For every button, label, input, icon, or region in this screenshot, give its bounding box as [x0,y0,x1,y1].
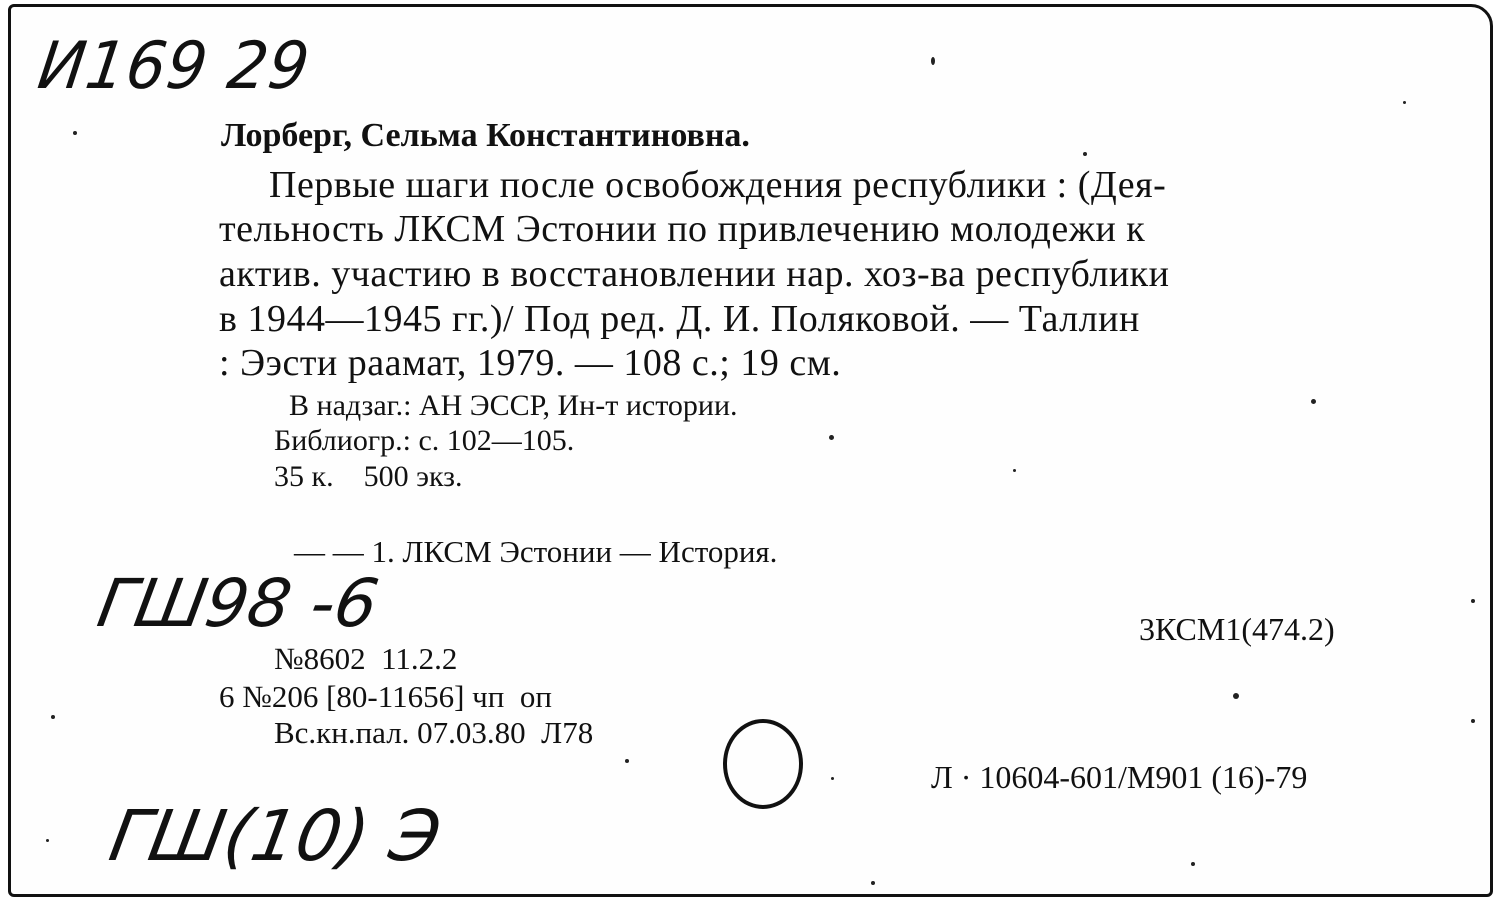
scan-speck [1233,693,1239,699]
print-info-line: 6 №206 [80-11656] чп оп [219,679,552,714]
scan-speck [1471,719,1475,723]
title-line: в 1944—1945 гг.)/ Под ред. Д. И. Поляковой. — Таллин [219,298,1140,340]
publisher-code: Л · 10604-601/М901 (16)-79 [931,759,1308,795]
scan-speck [51,715,55,719]
scan-speck [1083,152,1087,156]
scan-speck [931,57,935,65]
circle-stamp-icon [721,717,805,811]
print-info-line: Вс.кн.пал. 07.03.80 Л78 [274,715,594,750]
note-line: В надзаг.: АН ЭССР, Ин-т истории. [289,389,738,422]
subject-heading: — — 1. ЛКСМ Эстонии — История. [294,534,778,569]
scan-speck [829,435,834,440]
scan-speck [46,839,49,842]
title-line: : Ээсти раамат, 1979. — 108 с.; 19 см. [219,342,842,384]
note-line: 35 к. 500 экз. [274,460,463,493]
scan-speck [1013,469,1016,472]
inventory-number: И169 29 [33,27,315,104]
title-line: актив. участию в восстановлении нар. хоз-ва республики [219,253,1170,295]
handwritten-shelf-mark: ГШ98 -6 [92,565,384,642]
scan-speck [871,881,875,885]
scan-speck [831,777,834,780]
title-line: тельность ЛКСМ Эстонии по привлечению молодежи к [219,208,1146,250]
scan-speck [73,131,77,135]
classification-code: 3КСМ1(474.2) [1139,611,1335,647]
title-line: Первые шаги после освобождения республики : (Дея- [269,164,1167,206]
scan-speck [1403,101,1406,104]
scan-speck [1191,862,1195,866]
print-info-line: №8602 11.2.2 [274,641,458,676]
scan-speck [1471,599,1475,603]
note-line: Библиогр.: с. 102—105. [274,424,575,457]
scan-speck [1311,399,1316,404]
scan-speck [625,759,629,763]
author-heading: Лорберг, Сельма Константиновна. [221,117,750,154]
handwritten-shelf-mark: ГШ(10) Э [103,795,447,877]
catalog-card [8,4,1493,897]
